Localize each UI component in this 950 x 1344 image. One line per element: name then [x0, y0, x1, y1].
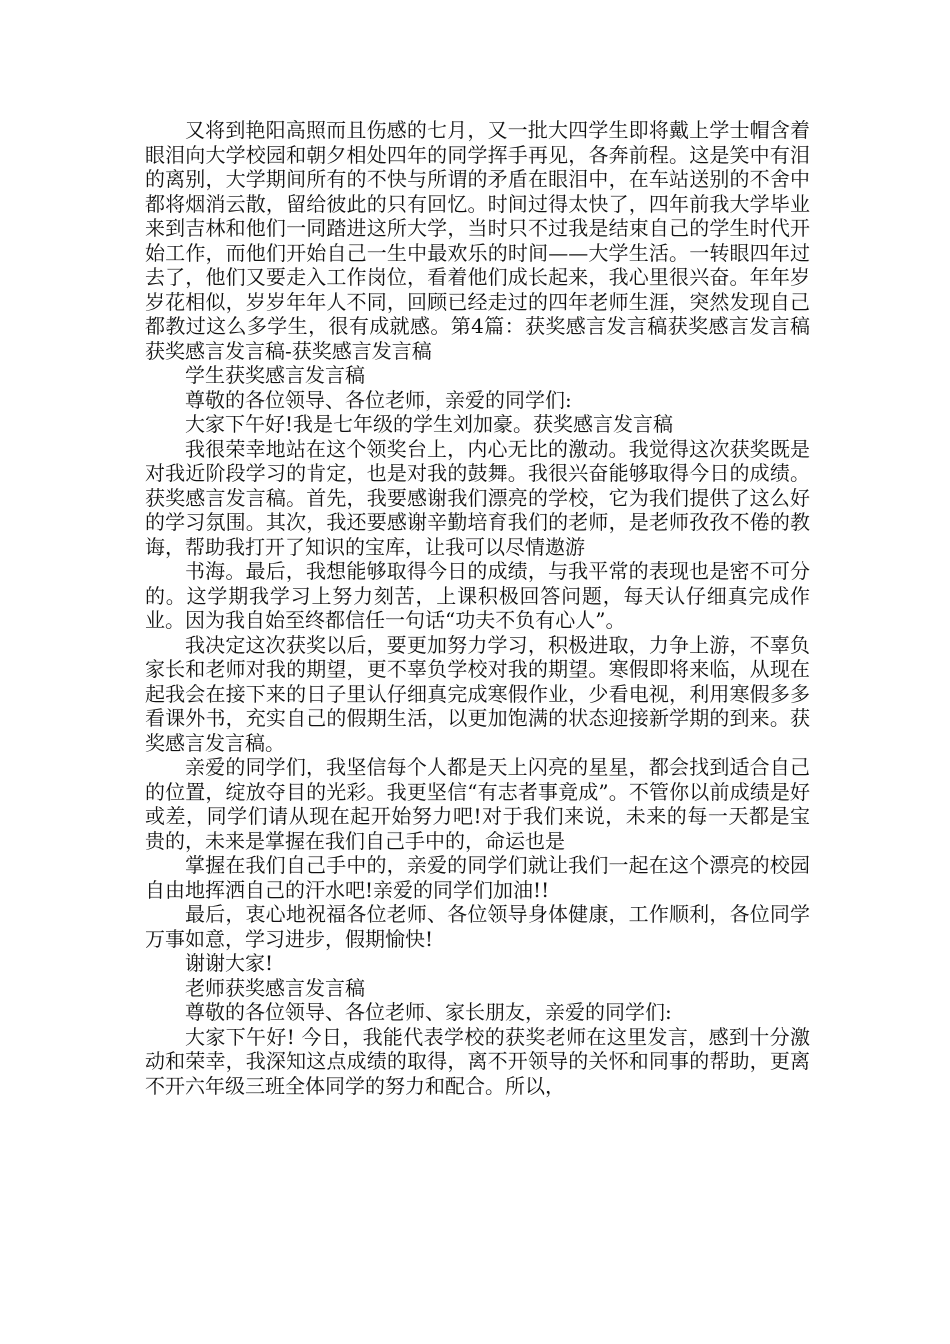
paragraph-intro: 又将到艳阳高照而且伤感的七月，又一批大四学生即将戴上学士帽含着眼泪向大学校园和朝夕相处四年的同学挥手再见，各奔前程。这是笑中有泪的离别，大学期间所有的不快与所谓的矛盾在眼泪中，在车站送别的不舍中都将烟消云散，留给彼此的只有回忆。时间过得太快了，四年前我大学毕业来到吉林和他们一同踏进这所大学，当时只不过我是结束自己的学生时代开始工作，而他们开始自己一生中最欢乐的时间——大学生活。一转眼四年过去了，他们又要走入工作岗位，看着他们成长起来，我心里很兴奋。年年岁岁花相似，岁岁年年人不同，回顾已经走过的四年老师生涯，突然发现自己都教过这么多学生，很有成就感。第4篇：获奖感言发言稿获奖感言发言稿获奖感言发言稿-获奖感言发言稿: [145, 118, 810, 363]
paragraph-encouragement: 亲爱的同学们，我坚信每个人都是天上闪亮的星星，都会找到适合自己的位置，绽放夺目的光彩。我更坚信“有志者事竟成”。不管你以前成绩是好或差，同学们请从现在起开始努力吧!对于我们来说，未来的每一天都是宝贵的，未来是掌握在我们自己手中的，命运也是: [145, 755, 810, 853]
paragraph-thanks: 我很荣幸地站在这个领奖台上，内心无比的激动。我觉得这次获奖既是对我近阶段学习的肯定，也是对我的鼓舞。我很兴奋能够取得今日的成绩。获奖感言发言稿。首先，我要感谢我们漂亮的学校，它为我们提供了这么好的学习氛围。其次，我还要感谢辛勤培育我们的老师，是老师孜孜不倦的教诲，帮助我打开了知识的宝库，让我可以尽情遨游: [145, 436, 810, 559]
paragraph-closing: 谢谢大家!: [185, 951, 274, 975]
document-body: [145, 118, 810, 1098]
paragraph-resolve: 我决定这次获奖以后，要更加努力学习，积极进取，力争上游，不辜负家长和老师对我的期望，更不辜负学校对我的期望。寒假即将来临，从现在起我会在接下来的日子里认仔细真完成寒假作业，少看电视，利用寒假多多看课外书，充实自己的假期生活，以更加饱满的状态迎接新学期的到来。获奖感言发言稿。: [145, 632, 810, 755]
paragraph-teacher-greeting: 大家下午好! 今日，我能代表学校的获奖老师在这里发言，感到十分激动和荣幸，我深知这点成绩的取得，离不开领导的关怀和同事的帮助，更离不开六年级三班全体同学的努力和配合。所以，: [145, 1024, 810, 1098]
paragraph-teacher-salutation: 尊敬的各位领导、各位老师、家长朋友，亲爱的同学们:: [185, 1000, 672, 1024]
paragraph-wishes: 最后，衷心地祝福各位老师、各位领导身体健康，工作顺利，各位同学万事如意，学习进步，假期愉快!: [145, 902, 810, 951]
paragraph-student-heading: 学生获奖感言发言稿: [185, 363, 365, 387]
paragraph-effort: 书海。最后，我想能够取得今日的成绩，与我平常的表现也是密不可分的。这学期我学习上努力刻苦，上课积极回答问题，每天认仔细真完成作业。因为我自始至终都信任一句话“功夫不负有心人”。: [145, 559, 810, 632]
paragraph-greeting: 大家下午好!我是七年级的学生刘加豪。获奖感言发言稿: [185, 412, 674, 436]
paragraph-salutation: 尊敬的各位领导、各位老师，亲爱的同学们:: [185, 387, 572, 412]
paragraph-destiny: 掌握在我们自己手中的，亲爱的同学们就让我们一起在这个漂亮的校园自由地挥洒自己的汗水吧!亲爱的同学们加油!!: [145, 853, 810, 902]
paragraph-teacher-heading: 老师获奖感言发言稿: [185, 975, 365, 1000]
